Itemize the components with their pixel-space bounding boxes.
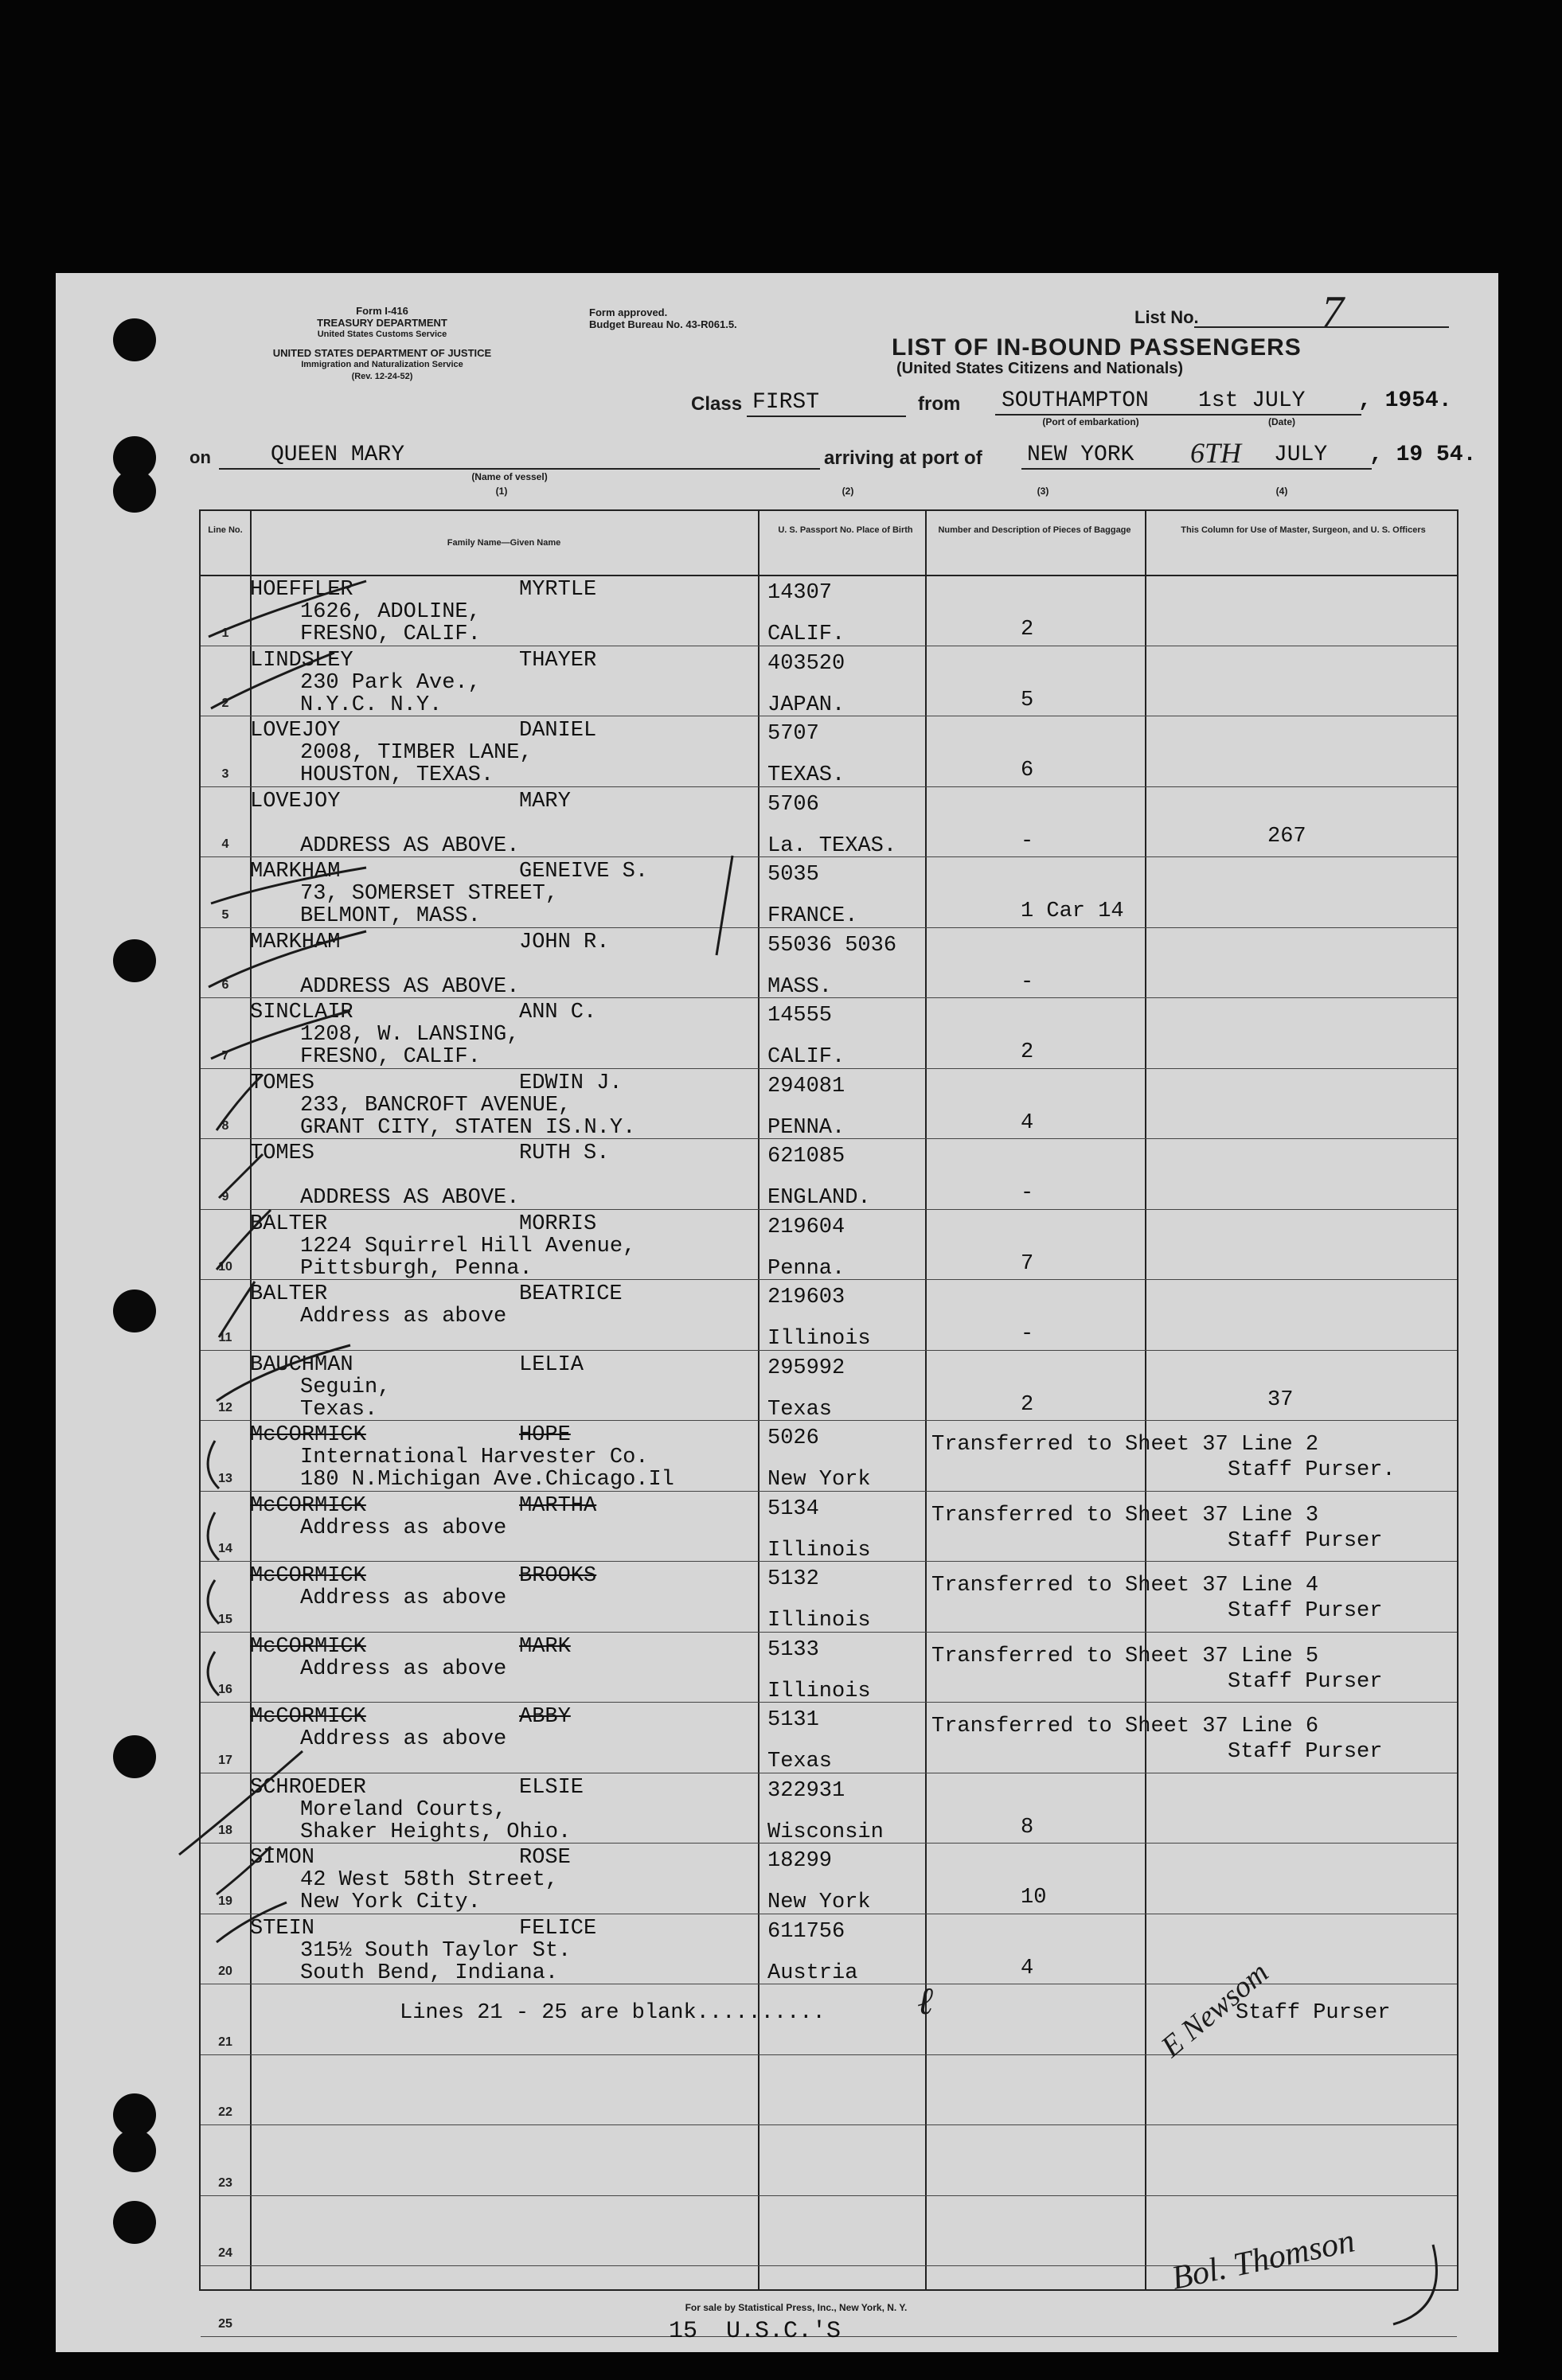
baggage-count: 4 xyxy=(1021,1110,1034,1135)
col-head-passport: U. S. Passport No. Place of Birth xyxy=(778,525,913,535)
address-line-2: 180 N.Michigan Ave.Chicago.Il xyxy=(300,1468,674,1492)
given-name: HOPE xyxy=(519,1423,571,1447)
line-number: 7 xyxy=(221,1048,229,1063)
family-name: BALTER xyxy=(250,1211,328,1236)
address-line-2: New York City. xyxy=(300,1890,481,1914)
passport-number: 18299 xyxy=(767,1849,833,1873)
baggage-count: - xyxy=(1021,970,1034,994)
treasury-dept: TREASURY DEPARTMENT xyxy=(317,317,447,329)
baggage-count: 6 xyxy=(1021,759,1034,782)
passport-number: 14555 xyxy=(767,1004,833,1028)
place-of-birth: JAPAN. xyxy=(767,693,845,717)
line-number: 13 xyxy=(218,1471,232,1485)
passport-number: 219604 xyxy=(767,1215,845,1239)
given-name: EDWIN J. xyxy=(519,1071,623,1095)
mark-5-vertical xyxy=(717,856,732,955)
ins-service: Immigration and Naturalization Service xyxy=(301,360,463,369)
officer-note: Staff Purser xyxy=(1228,1599,1383,1623)
line-number: 3 xyxy=(221,767,229,781)
given-name: RUTH S. xyxy=(519,1141,610,1165)
address-line-1: Address as above xyxy=(300,1727,507,1751)
line-number: 20 xyxy=(218,1964,232,1978)
col-head-baggage: Number and Description of Pieces of Baggage xyxy=(938,525,1131,535)
transfer-note: Transferred to Sheet 37 Line 4 xyxy=(931,1574,1319,1598)
passport-number: 5132 xyxy=(767,1567,819,1591)
place-of-birth: Texas xyxy=(767,1750,833,1773)
address-line-1: 1224 Squirrel Hill Avenue, xyxy=(300,1234,636,1258)
address-line-1: Moreland Courts, xyxy=(300,1797,507,1822)
col-num-3: (3) xyxy=(1037,486,1049,497)
family-name: McCORMICK xyxy=(250,1423,366,1447)
baggage-count: 7 xyxy=(1021,1251,1034,1276)
family-name: TOMES xyxy=(250,1141,315,1165)
address-line-1: 230 Park Ave., xyxy=(300,670,481,695)
place-of-birth: TEXAS. xyxy=(767,763,845,787)
signature-line-bottom xyxy=(1393,2245,1436,2324)
place-of-birth: Illinois xyxy=(767,1679,871,1703)
family-name: SCHROEDER xyxy=(250,1775,366,1800)
given-name: ANN C. xyxy=(519,1001,597,1024)
given-name: GENEIVE S. xyxy=(519,860,649,884)
given-name: MARK xyxy=(519,1634,571,1659)
given-name: BROOKS xyxy=(519,1564,597,1588)
passport-number: 294081 xyxy=(767,1074,845,1098)
passport-number: 5133 xyxy=(767,1637,819,1662)
baggage-count: 8 xyxy=(1021,1815,1034,1840)
baggage-count: 1 Car 14 xyxy=(1021,899,1124,923)
address-line-2: ADDRESS AS ABOVE. xyxy=(300,1186,520,1210)
family-name: McCORMICK xyxy=(250,1493,366,1518)
check-mark-9 xyxy=(219,1154,263,1198)
line-number: 5 xyxy=(221,907,229,922)
line-number: 17 xyxy=(218,1753,232,1767)
given-name: LELIA xyxy=(519,1352,584,1377)
line-number: 18 xyxy=(218,1824,232,1837)
check-mark-12 xyxy=(217,1345,350,1401)
passport-number: 621085 xyxy=(767,1145,845,1169)
class-label: Class xyxy=(691,393,743,415)
line-number: 8 xyxy=(221,1119,229,1133)
line-number: 21 xyxy=(218,2035,232,2049)
passport-number: 14307 xyxy=(767,581,833,605)
check-mark-6 xyxy=(209,931,366,987)
blank-lines-purser: Staff Purser xyxy=(1236,2001,1391,2025)
place-of-birth: Wisconsin xyxy=(767,1820,884,1844)
address-line-1: Address as above xyxy=(300,1586,507,1610)
check-mark-18 xyxy=(179,1751,303,1855)
transfer-note: Transferred to Sheet 37 Line 2 xyxy=(931,1433,1319,1457)
address-line-1: 315½ South Taylor St. xyxy=(300,1938,572,1963)
family-name: McCORMICK xyxy=(250,1634,366,1659)
place-of-birth: Penna. xyxy=(767,1256,845,1281)
place-of-birth: La. TEXAS. xyxy=(767,833,897,858)
vessel-caption: (Name of vessel) xyxy=(471,471,548,482)
list-no-label: List No. xyxy=(1134,307,1199,327)
officer-note: Staff Purser xyxy=(1228,1528,1383,1553)
baggage-count: 4 xyxy=(1021,1956,1034,1980)
address-line-1: 1626, ADOLINE, xyxy=(300,600,481,624)
transfer-note: Transferred to Sheet 37 Line 5 xyxy=(931,1644,1319,1668)
from-port: SOUTHAMPTON xyxy=(1002,388,1149,413)
place-of-birth: Texas xyxy=(767,1397,833,1422)
col-num-4: (4) xyxy=(1275,486,1288,497)
place-of-birth: CALIF. xyxy=(767,1045,845,1069)
given-name: DANIEL xyxy=(519,719,597,743)
line-number: 24 xyxy=(218,2246,232,2260)
given-name: MARTHA xyxy=(519,1493,597,1518)
passport-number: 5134 xyxy=(767,1496,819,1521)
family-name: BALTER xyxy=(250,1282,328,1306)
customs-service: United States Customs Service xyxy=(317,330,447,339)
inspector-note: E Newsom xyxy=(1154,1955,1275,2064)
line-number: 10 xyxy=(218,1260,232,1274)
baggage-count: 5 xyxy=(1021,688,1034,712)
address-line-1: Address as above xyxy=(300,1305,507,1329)
purser-signature-21: ℓ xyxy=(917,1980,933,2023)
bracket-13 xyxy=(208,1441,219,1488)
arrival-day: 6TH xyxy=(1190,437,1242,469)
address-line-2: FRESNO, CALIF. xyxy=(300,622,481,646)
address-line-1: International Harvester Co. xyxy=(300,1446,649,1469)
family-name: SIMON xyxy=(250,1846,315,1870)
family-name: McCORMICK xyxy=(250,1705,366,1729)
baggage-count: 2 xyxy=(1021,1040,1034,1064)
address-line-1: 233, BANCROFT AVENUE, xyxy=(300,1093,572,1118)
line-number: 4 xyxy=(221,837,229,851)
address-line-1: 1208, W. LANSING, xyxy=(300,1023,520,1047)
family-name: BAUCHMAN xyxy=(250,1352,353,1377)
place-of-birth: Illinois xyxy=(767,1609,871,1633)
line-number: 1 xyxy=(221,626,229,640)
given-name: FELICE xyxy=(519,1916,597,1941)
arrival-port: NEW YORK xyxy=(1027,443,1134,467)
officer-note: Staff Purser xyxy=(1228,1740,1383,1764)
place-of-birth: FRANCE. xyxy=(767,904,858,928)
line-number: 11 xyxy=(218,1330,232,1344)
baggage-count: 2 xyxy=(1021,618,1034,642)
address-line-2: ADDRESS AS ABOVE. xyxy=(300,833,520,858)
blank-lines-note: Lines 21 - 25 are blank.......... xyxy=(400,2001,826,2025)
col-num-1: (1) xyxy=(495,486,508,497)
line-number: 15 xyxy=(218,1612,232,1626)
family-name: LOVEJOY xyxy=(250,789,341,813)
arriving-label: arriving at port of xyxy=(824,447,982,469)
address-line-1: 2008, TIMBER LANE, xyxy=(300,741,533,765)
address-line-2: Texas. xyxy=(300,1397,378,1422)
from-label: from xyxy=(918,393,961,415)
inspector-signature: Bol. Thomson xyxy=(1168,2222,1358,2297)
passport-number: 5707 xyxy=(767,722,819,746)
col-num-2: (2) xyxy=(842,486,854,497)
check-mark-5 xyxy=(211,868,366,903)
given-name: ABBY xyxy=(519,1705,571,1729)
given-name: BEATRICE xyxy=(519,1282,623,1306)
family-name: MARKHAM xyxy=(250,860,341,884)
check-mark-11 xyxy=(219,1282,255,1337)
place-of-birth: Austria xyxy=(767,1961,858,1985)
check-mark-8 xyxy=(217,1075,263,1130)
budget-bureau: Budget Bureau No. 43-R061.5. xyxy=(589,318,737,330)
check-mark-10 xyxy=(217,1210,271,1270)
given-name: MORRIS xyxy=(519,1211,597,1236)
address-line-2: GRANT CITY, STATEN IS.N.Y. xyxy=(300,1115,636,1140)
address-line-1: Address as above xyxy=(300,1516,507,1540)
line-number: 16 xyxy=(218,1683,232,1696)
address-line-1: 73, SOMERSET STREET, xyxy=(300,882,559,906)
bracket-15 xyxy=(208,1580,219,1624)
line-number: 2 xyxy=(221,696,229,710)
officer-note: 267 xyxy=(1267,824,1306,849)
passport-number: 295992 xyxy=(767,1356,845,1380)
bracket-14 xyxy=(208,1512,219,1560)
family-name: TOMES xyxy=(250,1071,315,1095)
address-line-1: Seguin, xyxy=(300,1375,391,1399)
family-name: McCORMICK xyxy=(250,1564,366,1588)
address-line-2: South Bend, Indiana. xyxy=(300,1961,559,1985)
passport-number: 611756 xyxy=(767,1919,845,1944)
line-number: 14 xyxy=(218,1542,232,1555)
footer-sale: For sale by Statistical Press, Inc., New York, N. Y. xyxy=(685,2302,908,2313)
baggage-count: - xyxy=(1021,829,1034,853)
transfer-note: Transferred to Sheet 37 Line 3 xyxy=(931,1503,1319,1527)
line-number: 9 xyxy=(221,1189,229,1204)
baggage-count: 10 xyxy=(1021,1886,1047,1910)
given-name: MARY xyxy=(519,789,571,813)
passport-number: 55036 5036 xyxy=(767,933,897,958)
from-date: 1st JULY xyxy=(1198,388,1306,413)
passport-number: 219603 xyxy=(767,1286,845,1309)
line-number: 25 xyxy=(218,2316,232,2331)
place-of-birth: New York xyxy=(767,1890,871,1914)
officer-note: Staff Purser xyxy=(1228,1669,1383,1694)
passport-number: 403520 xyxy=(767,651,845,676)
family-name: LOVEJOY xyxy=(250,719,341,743)
port-embark-caption: (Port of embarkation) xyxy=(1042,416,1139,427)
address-line-2: Shaker Heights, Ohio. xyxy=(300,1820,572,1844)
address-line-1: Address as above xyxy=(300,1656,507,1681)
col-head-name: Family Name—Given Name xyxy=(447,538,561,548)
from-year: , 1954. xyxy=(1358,388,1452,413)
revision: (Rev. 12-24-52) xyxy=(351,372,413,381)
family-name: LINDSLEY xyxy=(250,648,353,673)
arrival-year: , 19 54. xyxy=(1369,443,1477,467)
on-label: on xyxy=(189,447,211,467)
date-caption: (Date) xyxy=(1267,416,1295,427)
passport-number: 322931 xyxy=(767,1778,845,1803)
baggage-count: - xyxy=(1021,1181,1034,1205)
check-mark-7 xyxy=(211,1011,350,1059)
address-line-2: N.Y.C. N.Y. xyxy=(300,693,443,717)
document-subtitle: (United States Citizens and Nationals) xyxy=(896,360,1184,377)
address-line-2: Pittsburgh, Penna. xyxy=(300,1256,533,1281)
family-name: MARKHAM xyxy=(250,930,341,954)
place-of-birth: ENGLAND. xyxy=(767,1186,871,1210)
arrival-month: JULY xyxy=(1274,443,1328,467)
family-name: HOEFFLER xyxy=(250,578,353,602)
given-name: THAYER xyxy=(519,648,597,673)
baggage-count: - xyxy=(1021,1322,1034,1346)
family-name: SINCLAIR xyxy=(250,1001,353,1024)
col-head-line: Line No. xyxy=(208,525,243,535)
address-line-2: ADDRESS AS ABOVE. xyxy=(300,974,520,999)
place-of-birth: Illinois xyxy=(767,1327,871,1351)
transfer-note: Transferred to Sheet 37 Line 6 xyxy=(931,1715,1319,1738)
passport-number: 5131 xyxy=(767,1708,819,1732)
check-mark-2 xyxy=(211,653,334,708)
officer-note: Staff Purser. xyxy=(1228,1458,1396,1482)
place-of-birth: CALIF. xyxy=(767,622,845,646)
passport-number: 5026 xyxy=(767,1426,819,1450)
place-of-birth: PENNA. xyxy=(767,1115,845,1140)
check-mark-1 xyxy=(209,581,366,637)
check-marks xyxy=(179,581,1436,2324)
document-title: LIST OF IN-BOUND PASSENGERS xyxy=(892,334,1302,361)
form-number: Form I-416 xyxy=(356,305,408,317)
justice-dept: UNITED STATES DEPARTMENT OF JUSTICE xyxy=(272,347,492,359)
class-value: FIRST xyxy=(752,390,820,415)
passport-number: 5035 xyxy=(767,863,819,887)
footer-count: 15 U.S.C.'S xyxy=(669,2318,842,2345)
form-approved: Form approved. xyxy=(589,306,668,318)
vessel-name: QUEEN MARY xyxy=(271,443,405,467)
place-of-birth: New York xyxy=(767,1468,871,1492)
family-name: STEIN xyxy=(250,1916,315,1941)
given-name: MYRTLE xyxy=(519,578,597,602)
given-name: JOHN R. xyxy=(519,930,610,954)
address-line-2: HOUSTON, TEXAS. xyxy=(300,763,494,787)
line-number: 12 xyxy=(218,1401,232,1414)
check-mark-19 xyxy=(217,1847,271,1894)
col-head-officers: This Column for Use of Master, Surgeon, and U. S. Officers xyxy=(1181,525,1426,535)
place-of-birth: Illinois xyxy=(767,1538,871,1563)
address-line-2: BELMONT, MASS. xyxy=(300,904,481,928)
line-number: 22 xyxy=(218,2105,232,2119)
bracket-16 xyxy=(208,1652,219,1695)
baggage-count: 2 xyxy=(1021,1392,1034,1417)
line-number: 23 xyxy=(218,2175,232,2190)
address-line-1: 42 West 58th Street, xyxy=(300,1868,559,1892)
check-mark-20 xyxy=(217,1902,287,1942)
given-name: ELSIE xyxy=(519,1775,584,1800)
line-number: 19 xyxy=(218,1894,232,1908)
place-of-birth: MASS. xyxy=(767,974,833,999)
officer-note: 37 xyxy=(1267,1387,1294,1412)
address-line-2: FRESNO, CALIF. xyxy=(300,1045,481,1069)
list-no-value: 7 xyxy=(1322,287,1344,337)
given-name: ROSE xyxy=(519,1846,571,1870)
line-number: 6 xyxy=(221,978,229,992)
passport-number: 5706 xyxy=(767,792,819,817)
